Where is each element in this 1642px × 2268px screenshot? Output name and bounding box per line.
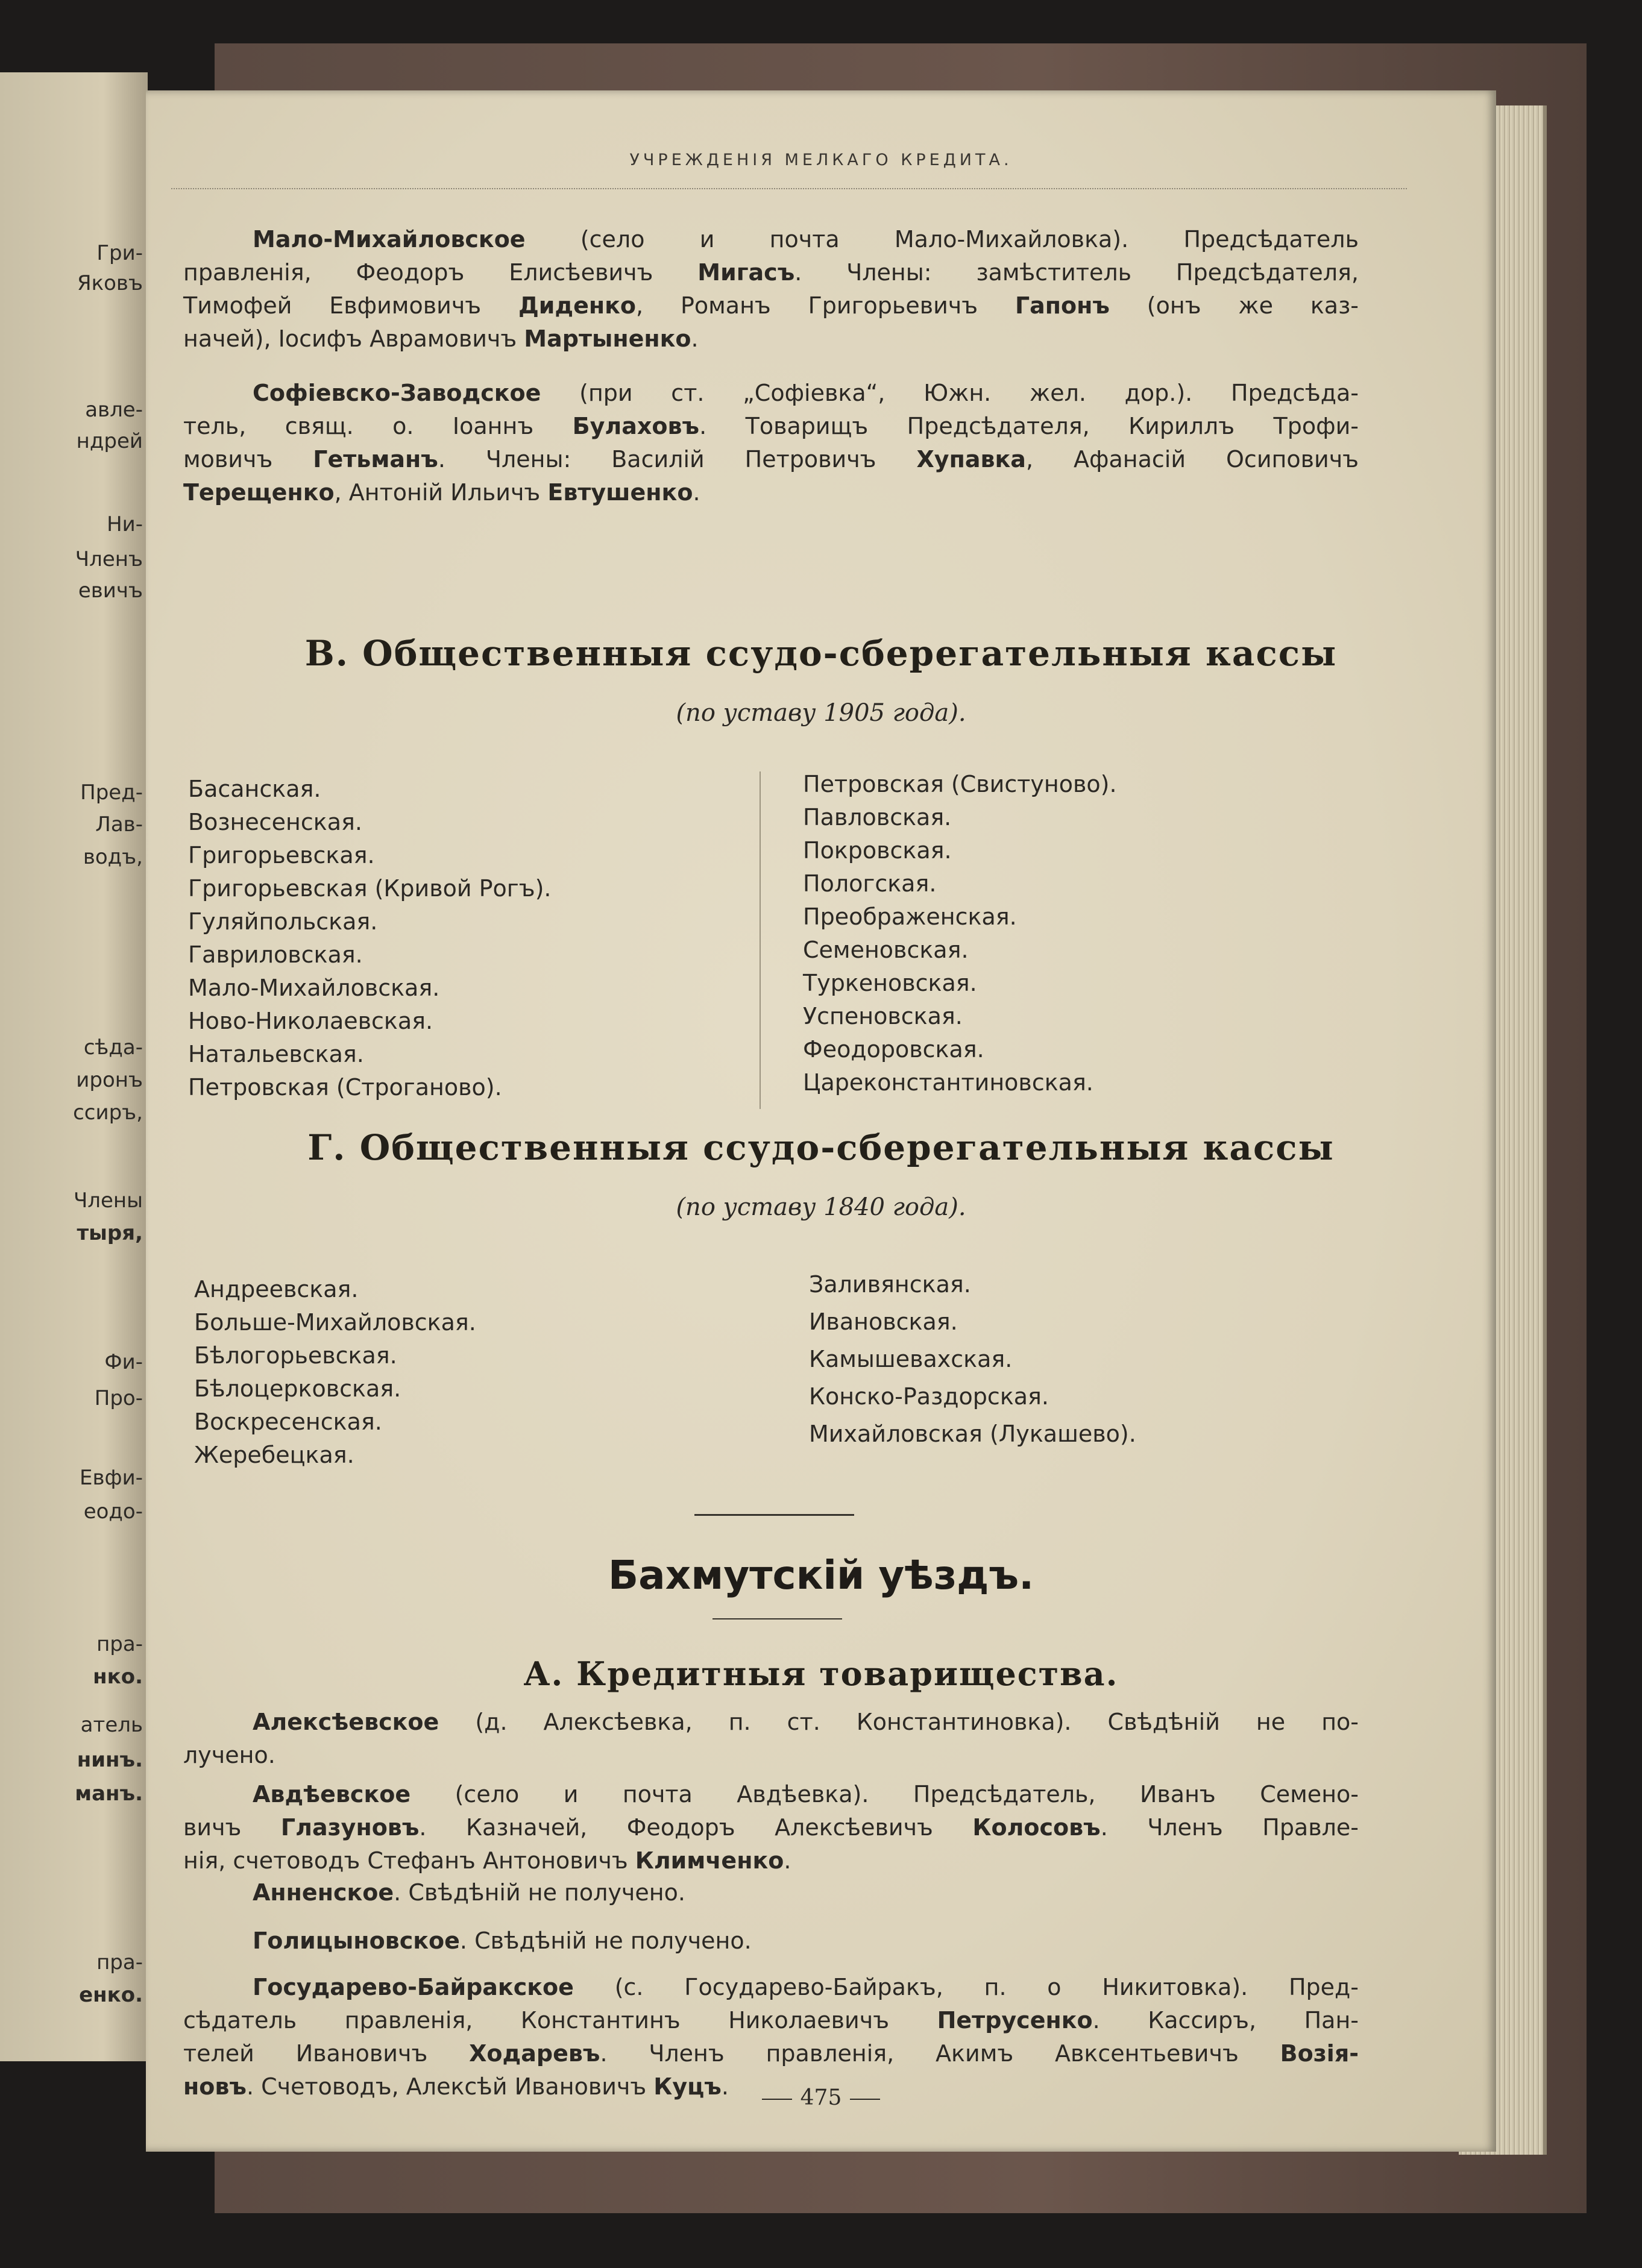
entry-text: вичъ: [183, 1814, 281, 1841]
entry-line: [183, 476, 1359, 509]
list-item: Больше-Михайловская.: [194, 1309, 476, 1336]
main-page: [146, 90, 1496, 2152]
entry-paragraph: [183, 1971, 1359, 2103]
section-g-subtitle: (по уставу 1840 года).: [676, 1193, 966, 1221]
left-page-fragment: пра-: [96, 1950, 143, 1974]
list-item: Преображенская.: [803, 903, 1017, 930]
list-item: Феодоровская.: [803, 1036, 984, 1063]
entry-text: , Афанасій Осиповичъ: [1025, 446, 1359, 473]
entry-text: . Членъ правленія, Акимъ Авксентьевичъ: [600, 2040, 1280, 2067]
entry-text: .: [721, 2073, 729, 2100]
entry-text: телей Ивановичъ: [183, 2040, 470, 2067]
entry-paragraph: [183, 1778, 1359, 1877]
entry-line: [183, 289, 1359, 322]
list-item: Покровская.: [803, 837, 952, 864]
entry-line: [183, 1739, 1359, 1772]
list-item: Петровская (Свистуново).: [803, 771, 1117, 797]
entry-text: (село и почта Мало-Михайловка). Предсѣдатель: [525, 226, 1359, 253]
entry-text: . Члены: Василій Петровичъ: [438, 446, 917, 473]
entry-line: [183, 1876, 1359, 1909]
list-item: Григорьевская (Кривой Рогъ).: [188, 875, 552, 902]
left-page-fragment: пра-: [96, 1632, 143, 1656]
entry-line: [183, 1811, 1359, 1844]
list-item: Павловская.: [803, 804, 952, 831]
entry-line: [183, 377, 1359, 410]
bold-name: Мало-Михайловское: [253, 226, 526, 253]
entry-line: [183, 410, 1359, 443]
section-v-subtitle: (по уставу 1905 года).: [676, 699, 966, 727]
bold-name: Государево-Байракское: [253, 1974, 574, 2000]
list-item: Успеновская.: [803, 1003, 963, 1029]
entry-line: [183, 1924, 1359, 1958]
entry-text: , Романъ Григорьевичъ: [636, 292, 1015, 319]
list-item: Заливянская.: [809, 1271, 971, 1298]
left-page-fragment: Членъ: [75, 547, 143, 571]
entry-text: . Кассиръ, Пан-: [1092, 2007, 1359, 2034]
bold-name: Возія-: [1280, 2040, 1359, 2067]
entry-text: . Казначей, Феодоръ Алексѣевичъ: [419, 1814, 973, 1841]
left-page-fragment: сѣда-: [83, 1035, 143, 1060]
left-page-fragment: еодо-: [83, 1500, 143, 1524]
entry-paragraph: [183, 1706, 1359, 1772]
bold-name: Анненское: [253, 1879, 394, 1906]
entry-line: [183, 443, 1359, 476]
entry-text: (д. Алексѣевка, п. ст. Константиновка). Свѣдѣній не по-: [439, 1709, 1359, 1735]
entry-text: Тимофей Евфимовичъ: [183, 292, 518, 319]
entry-text: .: [693, 479, 700, 506]
section-v-right-column: [803, 768, 1117, 1099]
entry-line: [183, 223, 1359, 256]
district-title: Бахмутскій уѣздъ.: [608, 1552, 1034, 1598]
entry-paragraph: [183, 223, 1359, 356]
entry-text: правленія, Феодоръ Елисѣевичъ: [183, 259, 698, 286]
entry-text: (онъ же каз-: [1109, 292, 1359, 319]
list-item: Басанская.: [188, 776, 321, 802]
section-g-right-column: [809, 1266, 1136, 1453]
bold-name: Софіевско-Заводское: [253, 380, 541, 406]
entry-line: [183, 322, 1359, 356]
entry-text: , Антоній Ильичъ: [334, 479, 548, 506]
left-page-fragment: манъ.: [75, 1782, 143, 1806]
section-v-title: В. Общественныя ссудо-сберегательныя кассы: [304, 633, 1338, 674]
list-item: Мало-Михайловская.: [188, 975, 440, 1001]
list-item: Семеновская.: [803, 937, 969, 963]
left-page-fragment: Члены: [73, 1189, 143, 1213]
list-item: Гавриловская.: [188, 941, 363, 968]
list-item: Петровская (Строганово).: [188, 1074, 502, 1101]
list-item: Жеребецкая.: [194, 1442, 354, 1468]
bold-name: Хупавка: [916, 446, 1026, 473]
left-page-fragment: Гри-: [96, 241, 143, 265]
left-page-fragment: нко.: [93, 1665, 143, 1689]
entry-text: . Свѣдѣній не получено.: [394, 1879, 685, 1906]
entry-line: [183, 1706, 1359, 1739]
left-page-fragment: атель: [80, 1713, 143, 1737]
list-item: Гуляйпольская.: [188, 908, 378, 935]
list-item: Цареконстантиновская.: [803, 1069, 1093, 1096]
left-page-fragment: тыря,: [77, 1221, 143, 1245]
district-separator-rule: [694, 1514, 854, 1516]
entry-text: (село и почта Авдѣевка). Предсѣдатель, Иванъ Семено-: [410, 1781, 1359, 1808]
list-item: Конско-Раздорская.: [809, 1383, 1049, 1410]
left-page-fragment: иронъ: [76, 1068, 143, 1092]
left-page-fragment: Яковъ: [77, 271, 143, 295]
list-item: Андреевская.: [194, 1276, 359, 1302]
section-g-title: Г. Общественныя ссудо-сберегательныя кассы: [307, 1127, 1335, 1168]
list-item: Пологская.: [803, 870, 937, 897]
bold-name: Ходаревъ: [469, 2040, 600, 2067]
entry-text: .: [691, 325, 699, 352]
entry-line: [183, 1971, 1359, 2004]
entry-line: [183, 2037, 1359, 2070]
bold-name: Гапонъ: [1014, 292, 1110, 319]
left-page-fragment: водъ,: [83, 845, 143, 869]
entry-line: [183, 256, 1359, 289]
entry-text: (с. Государево-Байракъ, п. о Никитовка). Пред-: [573, 1974, 1359, 2000]
entry-paragraph: [183, 377, 1359, 509]
entry-paragraph: [183, 1876, 1359, 1909]
list-item: Ивановская.: [809, 1308, 958, 1335]
page-number-value: 475: [800, 2085, 842, 2110]
running-head-rule: [171, 188, 1407, 189]
district-title-underline: [712, 1618, 842, 1619]
bold-name: Диденко: [518, 292, 637, 319]
list-item: Вознесенская.: [188, 809, 362, 835]
entry-text: . Счетоводъ, Алексѣй Ивановичъ: [246, 2073, 654, 2100]
bold-name: Климченко: [635, 1847, 784, 1874]
entry-text: .: [784, 1847, 791, 1874]
left-page-fragment: Про-: [94, 1386, 143, 1410]
page-number: [146, 2085, 1496, 2110]
entry-text: . Члены: замѣститель Предсѣдателя,: [794, 259, 1359, 286]
entry-text: лучено.: [183, 1742, 275, 1768]
entry-text: мовичъ: [183, 446, 313, 473]
left-page-fragment: Пред-: [80, 781, 143, 805]
list-item: Михайловская (Лукашево).: [809, 1421, 1136, 1447]
entry-text: нія, счетоводъ Стефанъ Антоновичъ: [183, 1847, 635, 1874]
left-page-fragment: авле-: [85, 398, 143, 422]
entry-paragraph: [183, 1924, 1359, 1958]
bold-name: Петрусенко: [937, 2007, 1093, 2034]
entry-line: [183, 1778, 1359, 1811]
entry-text: (при ст. „Софіевка“, Южн. жел. дор.). Предсѣда-: [541, 380, 1359, 406]
list-item: Бѣлоцерковская.: [194, 1375, 401, 1402]
entry-line: [183, 1844, 1359, 1877]
entry-text: . Членъ Правле-: [1100, 1814, 1359, 1841]
entry-text: тель, свящ. о. Іоаннъ: [183, 413, 573, 439]
entry-text: . Свѣдѣній не получено.: [459, 1927, 752, 1954]
entry-text: . Товарищъ Предсѣдателя, Кириллъ Трофи-: [699, 413, 1359, 439]
bold-name: Колосовъ: [972, 1814, 1101, 1841]
list-item: Бѣлогорьевская.: [194, 1342, 397, 1369]
left-page-fragment: Ни-: [107, 512, 143, 536]
running-head: УЧРЕЖДЕНІЯ МЕЛКАГО КРЕДИТА.: [629, 151, 1013, 169]
left-page-fragment: ндрей: [76, 429, 143, 453]
bold-name: Голицыновское: [253, 1927, 460, 1954]
list-item: Туркеновская.: [803, 970, 977, 996]
left-page-fragment: енко.: [79, 1983, 143, 2007]
list-item: Ново-Николаевская.: [188, 1008, 433, 1034]
bold-name: Булаховъ: [572, 413, 700, 439]
bold-name: Мигасъ: [697, 259, 795, 286]
bold-name: Алексѣевское: [253, 1709, 439, 1735]
list-item: Григорьевская.: [188, 842, 375, 869]
bold-name: Евтушенко: [547, 479, 693, 506]
section-g-left-column: [194, 1273, 476, 1472]
bold-name: Авдѣевское: [253, 1781, 411, 1808]
list-item: Натальевская.: [188, 1041, 364, 1067]
entry-line: [183, 2004, 1359, 2037]
left-page-fragment: ссиръ,: [73, 1101, 143, 1125]
section-a-title: А. Кредитныя товарищества.: [523, 1654, 1119, 1693]
bold-name: новъ: [183, 2073, 247, 2100]
list-item: Камышевахская.: [809, 1346, 1013, 1372]
section-v-left-column: [188, 773, 552, 1104]
entry-text: сѣдатель правленія, Константинъ Николаевичъ: [183, 2007, 937, 2034]
left-page-fragment: нинъ.: [77, 1748, 143, 1772]
bold-name: Гетьманъ: [313, 446, 438, 473]
bold-name: Куцъ: [653, 2073, 722, 2100]
left-page-fragment: евичъ: [78, 579, 143, 603]
bold-name: Глазуновъ: [280, 1814, 420, 1841]
left-page-fragment: Евфи-: [80, 1466, 143, 1490]
list-item: Воскресенская.: [194, 1409, 382, 1435]
section-v-column-divider: [760, 771, 761, 1109]
left-page-fragment: Лав-: [95, 812, 143, 837]
entry-text: начей), Іосифъ Аврамовичъ: [183, 325, 524, 352]
bold-name: Мартыненко: [524, 325, 691, 352]
left-page-fragment: Фи-: [104, 1350, 143, 1374]
bold-name: Терещенко: [183, 479, 335, 506]
